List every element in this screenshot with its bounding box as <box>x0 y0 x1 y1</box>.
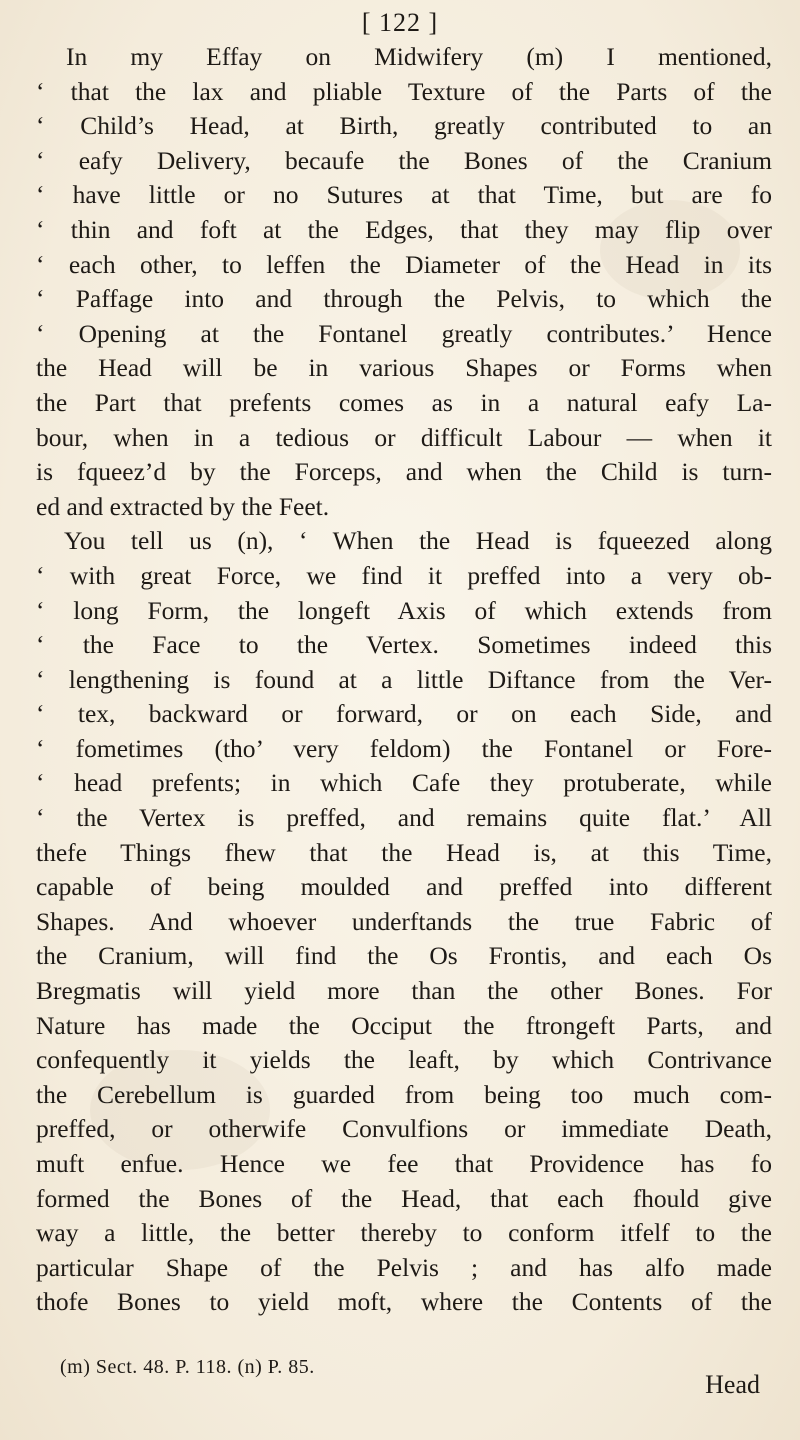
page-number: [ 122 ] <box>361 8 439 37</box>
text-line: ‘ long Form, the longeft Axis of which extends from <box>36 595 772 625</box>
text-line: the Head will be in various Shapes or Forms when <box>36 353 772 383</box>
text-line: ‘ lengthening is found at a little Diftance from the Ver- <box>36 664 772 694</box>
text-line: thofe Bones to yield moft, where the Contents of the <box>36 1287 772 1317</box>
text-line: ‘ thin and foft at the Edges, that they may flip over <box>36 214 772 244</box>
text-line: is fqueez’d by the Forceps, and when the Child is turn- <box>36 457 772 487</box>
text-line: ‘ Opening at the Fontanel greatly contributes.’ Hence <box>36 318 772 348</box>
text-line: ‘ with great Force, we find it preffed into a very ob- <box>36 560 772 590</box>
text-line: ed and extracted by the Feet. <box>36 491 330 521</box>
text-line: ‘ have little or no Sutures at that Time, but are fo <box>36 180 772 210</box>
text-line: ‘ tex, backward or forward, or on each Side, and <box>36 699 772 729</box>
text-line: ‘ the Face to the Vertex. Sometimes indeed this <box>36 630 772 660</box>
text-line: Bregmatis will yield more than the other Bones. For <box>36 976 772 1006</box>
text-line: ‘ fometimes (tho’ very feldom) the Fontanel or Fore- <box>36 733 772 763</box>
text-line: particular Shape of the Pelvis ; and has alfo made <box>36 1252 772 1282</box>
text-line: way a little, the better thereby to conform itfelf to the <box>36 1218 772 1248</box>
text-line: ‘ that the lax and pliable Texture of the Parts of the <box>36 76 772 106</box>
text-line: muft enfue. Hence we fee that Providence has fo <box>36 1149 772 1178</box>
text-line: formed the Bones of the Head, that each fhould give <box>36 1183 772 1213</box>
text-line: Nature has made the Occiput the ftrongeft Parts, and <box>36 1010 772 1040</box>
text-line: the Cranium, will find the Os Frontis, and each Os <box>36 941 772 971</box>
text-line: ‘ the Vertex is preffed, and remains quite flat.’ All <box>36 803 772 833</box>
footnote-references: (m) Sect. 48. P. 118. (n) P. 85. <box>60 1356 315 1378</box>
text-line: ‘ head prefents; in which Cafe they protuberate, while <box>36 768 772 798</box>
text-line: Shapes. And whoever underftands the true Fabric of <box>36 906 772 936</box>
catchword: Head <box>705 1370 760 1399</box>
text-line: confequently it yields the leaft, by which Contrivance <box>36 1045 772 1075</box>
text-line: ‘ Paffage into and through the Pelvis, to which the <box>36 284 772 314</box>
text-line: the Part that prefents comes as in a natural eafy La- <box>36 387 772 417</box>
text-line: thefe Things fhew that the Head is, at this Time, <box>36 837 772 867</box>
text-line: In my Effay on Midwifery (m) I mentioned, <box>66 42 772 71</box>
text-line: ‘ each other, to leffen the Diameter of the Head in its <box>36 249 772 279</box>
text-line: the Cerebellum is guarded from being too much com- <box>36 1079 772 1109</box>
text-line: ‘ eafy Delivery, becaufe the Bones of the Cranium <box>36 145 772 175</box>
text-line: capable of being moulded and preffed into different <box>36 872 772 902</box>
text-line: ‘ Child’s Head, at Birth, greatly contributed to an <box>36 111 772 141</box>
text-line: preffed, or otherwife Convulfions or immediate Death, <box>36 1114 772 1144</box>
text-line: You tell us (n), ‘ When the Head is fqueezed along <box>64 526 772 556</box>
body-text <box>36 40 772 1320</box>
text-line: bour, when in a tedious or difficult Labour — when it <box>36 422 772 452</box>
